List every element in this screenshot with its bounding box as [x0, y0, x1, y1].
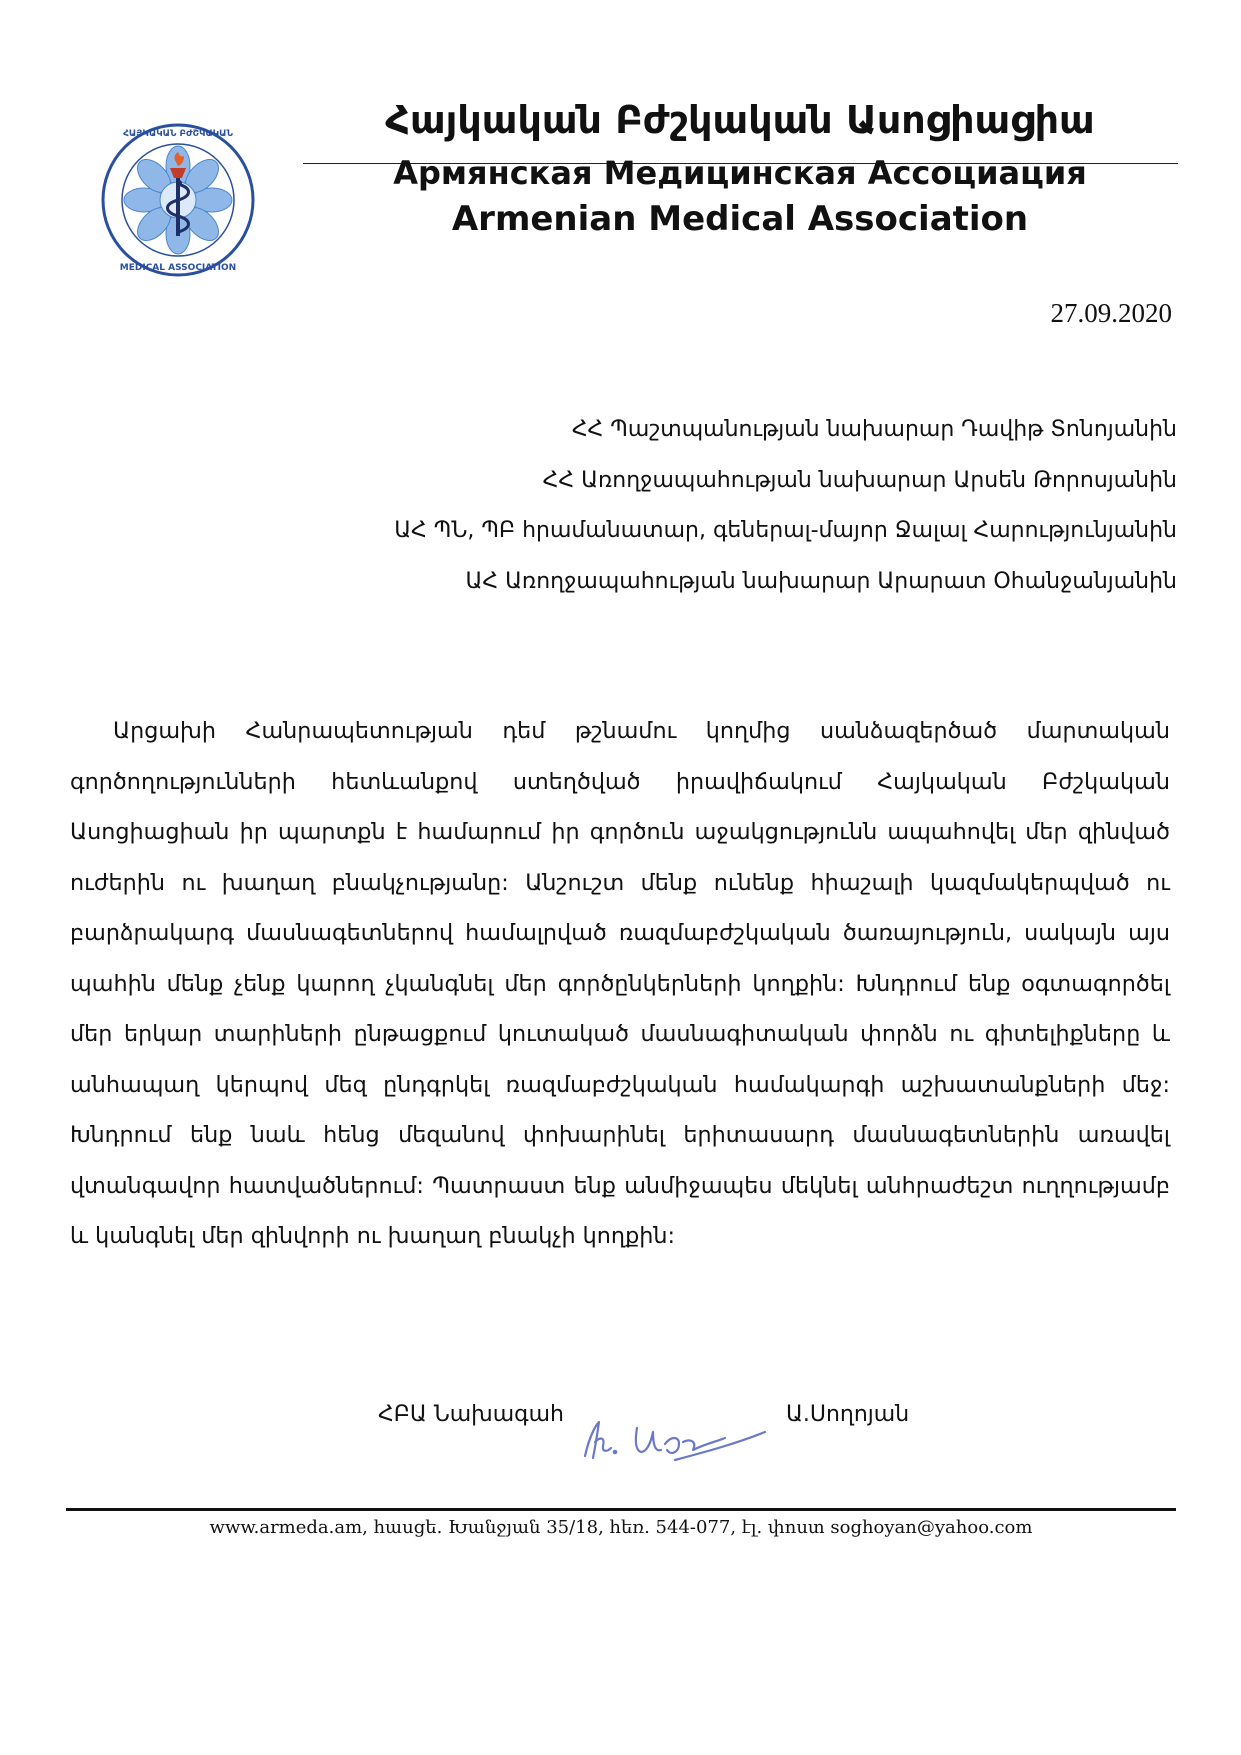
handwritten-signature [575, 1408, 775, 1468]
signatory-title: ՀԲԱ Նախագահ [378, 1402, 565, 1427]
svg-text:MEDICAL ASSOCIATION: MEDICAL ASSOCIATION [119, 263, 237, 273]
footer-divider [66, 1508, 1176, 1511]
letter-date: 27.09.2020 [1050, 298, 1172, 328]
recipients-block [277, 405, 1177, 607]
organization-name-armenian: Հայկական Բժշկական Ասոցիացիա [385, 98, 1095, 142]
recipient-line: ՀՀ Պաշտպանության նախարար Դավիթ Տոնոյանին [571, 417, 1177, 442]
recipient-line: ԱՀ ՊՆ, ՊԲ հրամանատար, գեներալ-մայոր Ջալալ Հարությունյանին [394, 518, 1177, 543]
signatory-name: Ա.Սողոյան [786, 1402, 910, 1427]
recipient-line: ԱՀ Առողջապահության նախարար Արարատ Օհանջանյանին [465, 568, 1177, 594]
letter-body: Արցախի Հանրապետության դեմ թշնամու կողմից սանձազերծած մարտական գործողությունների հետևանքով ստեղծված իրավիճակում Հայկական Բժշկական Ասոցիացիան իր պարտքն է համարում իր գործուն աջակցությունն ապահովել մեր զինված ուժերին ու խաղաղ բնակչությանը: Անշուշտ մենք ունենք հիաշալի կազմակերպված ու բարձրակարգ մասնագետներով համալրված ռազմաբժշկական ծառայություն, սակայն այս պահին մենք չենք կարող չկանգնել մեր գործընկերների կողքին: Խնդրում ենք օգտագործել մեր երկար տարիների ընթացքում կուտակած մասնագիտական փորձն ու գիտելիքները և անհապաղ կերպով մեզ ընդգրկել ռազմաբժշկական համակարգի աշխատանքների մեջ: Խնդրում ենք նաև հենց մեզանով փոխարինել երիտասարդ մասնագետներին առավել վտանգավոր հատվածներում: Պատրաստ ենք անմիջապես մեկնել անհրաժեշտ ուղղությամբ և կանգնել մեր զինվորի ու խաղաղ բնակչի կողքին: [70, 718, 1170, 1249]
organization-name-english: Armenian Medical Association [451, 199, 1029, 239]
organization-name-russian: Армянская Медицинская Ассоциация [393, 154, 1087, 192]
svg-text:ՀԱՅԿԱԿԱՆ ԲԺՇԿԱԿԱՆ: ՀԱՅԿԱԿԱՆ ԲԺՇԿԱԿԱՆ [123, 129, 233, 139]
recipient-line: ՀՀ Առողջապահության նախարար Արսեն Թորոսյանին [542, 467, 1177, 493]
association-logo [100, 122, 256, 278]
footer-contact-info: www.armeda.am, հասցե. Խանջյան 35/18, հեռ. 544-077, էլ. փոստ soghoyan@yahoo.com [209, 1517, 1033, 1538]
